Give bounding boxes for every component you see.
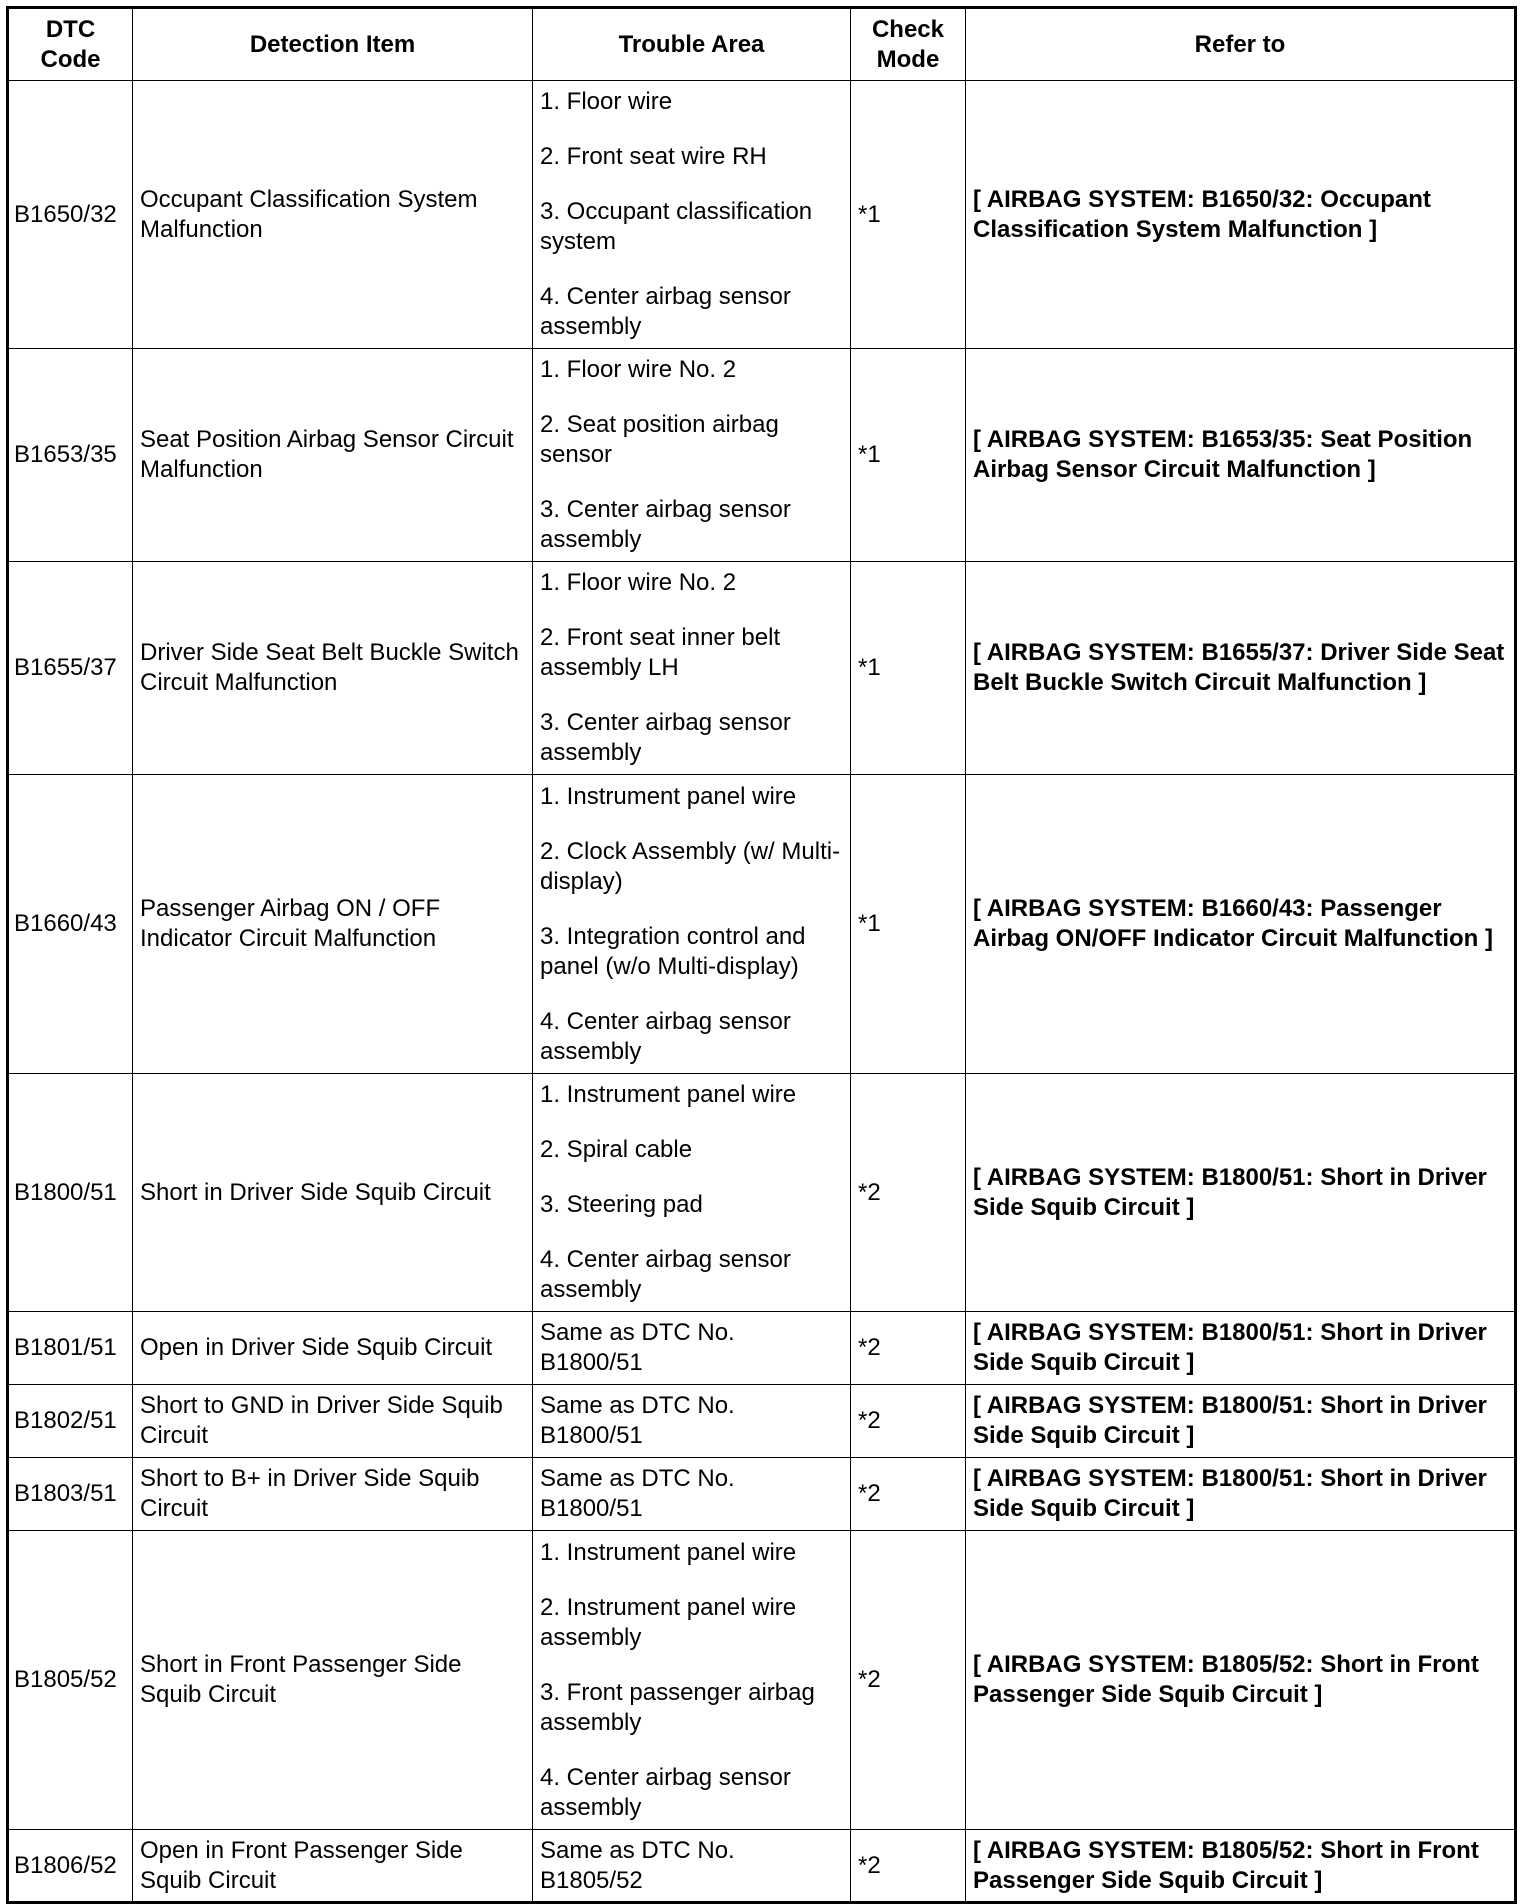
- trouble-area-cell: [533, 1830, 851, 1903]
- detection-item-cell: Passenger Airbag ON / OFF Indicator Circuit Malfunction: [133, 775, 533, 1074]
- dtc-code-cell: B1802/51: [8, 1385, 133, 1458]
- refer-to-cell: [ AIRBAG SYSTEM: B1650/32: Occupant Classification System Malfunction ]: [966, 81, 1516, 349]
- refer-to-cell: [ AIRBAG SYSTEM: B1805/52: Short in Front Passenger Side Squib Circuit ]: [966, 1830, 1516, 1903]
- check-mode-cell: *2: [851, 1458, 966, 1531]
- trouble-area-item: Same as DTC No. B1800/51: [540, 1319, 735, 1376]
- trouble-area-item: 1. Floor wire: [540, 88, 673, 115]
- table-row: [8, 1074, 1516, 1312]
- trouble-area-cell: [533, 775, 851, 1074]
- trouble-area-item: 4. Center airbag sensor assembly: [540, 283, 791, 340]
- trouble-area-item: 1. Instrument panel wire: [540, 782, 797, 810]
- trouble-area-item: 3. Front passenger airbag assembly: [540, 1678, 815, 1736]
- trouble-area-item: Same as DTC No. B1805/52: [540, 1836, 735, 1894]
- refer-to-cell: [ AIRBAG SYSTEM: B1805/52: Short in Front Passenger Side Squib Circuit ]: [966, 1531, 1516, 1830]
- detection-item-cell: Short in Front Passenger Side Squib Circuit: [133, 1531, 533, 1830]
- trouble-area-item: 2. Seat position airbag sensor: [540, 411, 779, 468]
- trouble-area-item: 1. Floor wire No. 2: [540, 356, 737, 383]
- dtc-code-cell: B1655/37: [8, 562, 133, 775]
- dtc-code-cell: B1806/52: [8, 1830, 133, 1903]
- check-mode-cell: *1: [851, 562, 966, 775]
- trouble-area-cell: [533, 349, 851, 562]
- table-row: [8, 1458, 1516, 1531]
- check-mode-cell: *1: [851, 81, 966, 349]
- check-mode-cell: *1: [851, 349, 966, 562]
- trouble-area-item: 4. Center airbag sensor assembly: [540, 1763, 791, 1821]
- check-mode-cell: *1: [851, 775, 966, 1074]
- trouble-area-item: 4. Center airbag sensor assembly: [540, 1007, 791, 1065]
- dtc-code-cell: B1660/43: [8, 775, 133, 1074]
- table-row: [8, 81, 1516, 349]
- trouble-area-item: 3. Center airbag sensor assembly: [540, 496, 791, 553]
- refer-to-cell: [ AIRBAG SYSTEM: B1800/51: Short in Driver Side Squib Circuit ]: [966, 1074, 1516, 1312]
- dtc-code-cell: B1653/35: [8, 349, 133, 562]
- check-mode-cell: *2: [851, 1830, 966, 1903]
- check-mode-cell: *2: [851, 1531, 966, 1830]
- trouble-area-item: 1. Instrument panel wire: [540, 1081, 797, 1108]
- dtc-chart-page: [6, 6, 1514, 1894]
- dtc-table: [6, 6, 1517, 1904]
- detection-item-cell: Short to GND in Driver Side Squib Circuit: [133, 1385, 533, 1458]
- dtc-code-cell: B1803/51: [8, 1458, 133, 1531]
- table-row: [8, 1531, 1516, 1830]
- trouble-area-item: 3. Integration control and panel (w/o Multi-display): [540, 922, 806, 980]
- trouble-area-item: 1. Instrument panel wire: [540, 1538, 797, 1566]
- trouble-area-cell: [533, 1531, 851, 1830]
- header-refer-to: Refer to: [966, 8, 1516, 81]
- refer-to-cell: [ AIRBAG SYSTEM: B1800/51: Short in Driver Side Squib Circuit ]: [966, 1385, 1516, 1458]
- refer-to-cell: [ AIRBAG SYSTEM: B1660/43: Passenger Airbag ON/OFF Indicator Circuit Malfunction ]: [966, 775, 1516, 1074]
- trouble-area-item: 3. Center airbag sensor assembly: [540, 709, 791, 766]
- trouble-area-cell: [533, 81, 851, 349]
- header-row: [8, 8, 1516, 81]
- detection-item-cell: Short in Driver Side Squib Circuit: [133, 1074, 533, 1312]
- trouble-area-item: 3. Steering pad: [540, 1191, 703, 1218]
- dtc-code-cell: B1800/51: [8, 1074, 133, 1312]
- trouble-area-item: 3. Occupant classification system: [540, 198, 813, 255]
- dtc-code-cell: B1805/52: [8, 1531, 133, 1830]
- refer-to-cell: [ AIRBAG SYSTEM: B1800/51: Short in Driver Side Squib Circuit ]: [966, 1312, 1516, 1385]
- trouble-area-item: 2. Instrument panel wire assembly: [540, 1593, 797, 1651]
- trouble-area-cell: [533, 1312, 851, 1385]
- trouble-area-cell: [533, 1074, 851, 1312]
- header-check-mode: Check Mode: [851, 8, 966, 81]
- trouble-area-item: Same as DTC No. B1800/51: [540, 1392, 735, 1449]
- detection-item-cell: Open in Front Passenger Side Squib Circuit: [133, 1830, 533, 1903]
- trouble-area-item: 2. Front seat inner belt assembly LH: [540, 624, 781, 681]
- detection-item-cell: Seat Position Airbag Sensor Circuit Malfunction: [133, 349, 533, 562]
- trouble-area-item: 1. Floor wire No. 2: [540, 569, 737, 596]
- table-row: [8, 349, 1516, 562]
- trouble-area-item: 4. Center airbag sensor assembly: [540, 1246, 791, 1303]
- trouble-area-cell: [533, 1458, 851, 1531]
- detection-item-cell: Occupant Classification System Malfunction: [133, 81, 533, 349]
- refer-to-cell: [ AIRBAG SYSTEM: B1800/51: Short in Driver Side Squib Circuit ]: [966, 1458, 1516, 1531]
- header-trouble-area: Trouble Area: [533, 8, 851, 81]
- trouble-area-item: Same as DTC No. B1800/51: [540, 1465, 735, 1522]
- table-body: [8, 81, 1516, 1903]
- check-mode-cell: *2: [851, 1385, 966, 1458]
- table-row: [8, 1312, 1516, 1385]
- table-row: [8, 1385, 1516, 1458]
- trouble-area-item: 2. Clock Assembly (w/ Multi-display): [540, 837, 841, 895]
- check-mode-cell: *2: [851, 1074, 966, 1312]
- header-dtc-code: DTC Code: [8, 8, 133, 81]
- dtc-code-cell: B1650/32: [8, 81, 133, 349]
- header-detection-item: Detection Item: [133, 8, 533, 81]
- trouble-area-item: 2. Spiral cable: [540, 1136, 693, 1163]
- trouble-area-cell: [533, 562, 851, 775]
- refer-to-cell: [ AIRBAG SYSTEM: B1655/37: Driver Side Seat Belt Buckle Switch Circuit Malfunction ]: [966, 562, 1516, 775]
- trouble-area-item: 2. Front seat wire RH: [540, 143, 767, 170]
- dtc-code-cell: B1801/51: [8, 1312, 133, 1385]
- table-row: [8, 562, 1516, 775]
- table-row: [8, 775, 1516, 1074]
- detection-item-cell: Short to B+ in Driver Side Squib Circuit: [133, 1458, 533, 1531]
- trouble-area-cell: [533, 1385, 851, 1458]
- detection-item-cell: Driver Side Seat Belt Buckle Switch Circuit Malfunction: [133, 562, 533, 775]
- check-mode-cell: *2: [851, 1312, 966, 1385]
- refer-to-cell: [ AIRBAG SYSTEM: B1653/35: Seat Position Airbag Sensor Circuit Malfunction ]: [966, 349, 1516, 562]
- detection-item-cell: Open in Driver Side Squib Circuit: [133, 1312, 533, 1385]
- table-row: [8, 1830, 1516, 1903]
